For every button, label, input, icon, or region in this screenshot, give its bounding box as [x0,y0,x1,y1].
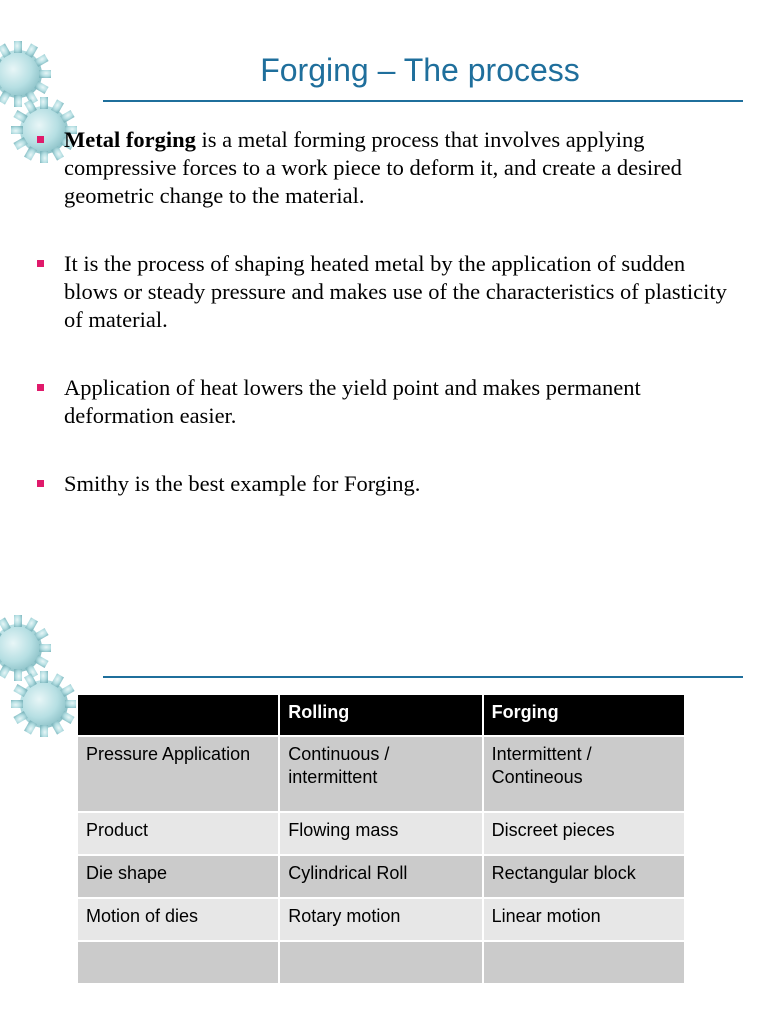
table-cell: Intermittent / Contineous [483,736,685,812]
table-cell: Continuous / intermittent [279,736,482,812]
table-header-row [77,694,685,736]
table-cell: Cylindrical Roll [279,855,482,898]
table-cell: Product [77,812,279,855]
section-divider [103,676,743,678]
table-row [77,812,685,855]
table-cell [77,941,279,984]
table-cell: Die shape [77,855,279,898]
bullet-item [36,250,736,334]
bullet-list [36,126,736,498]
table-row [77,736,685,812]
bullet-lead-text: Metal forging [64,127,196,152]
comparison-table [76,693,686,985]
bullet-square-icon [37,480,44,487]
bullet-text: Smithy is the best example for Forging. [64,471,421,496]
bullet-item [36,374,736,430]
bullet-square-icon [37,136,44,143]
bullet-item [36,470,736,498]
page-title: Forging – The process [260,52,580,88]
bullet-text: It is the process of shaping heated metal by the application of sudden blows or steady pressure and makes use of the characteristics of plasticity of material. [64,251,727,332]
table-header-cell: Rolling [279,694,482,736]
table-cell: Linear motion [483,898,685,941]
bullet-text: Application of heat lowers the yield point and makes permanent deformation easier. [64,375,641,428]
table-header-cell [77,694,279,736]
bullet-item [36,126,736,210]
table-row [77,855,685,898]
table-cell: Flowing mass [279,812,482,855]
table-cell: Rectangular block [483,855,685,898]
table-cell: Pressure Application [77,736,279,812]
bullet-text: is a metal forming process that involves applying compressive forces to a work piece to deform it, and create a desired geometric change to the material. [64,127,682,208]
table-cell [279,941,482,984]
title-divider [103,100,743,102]
table-cell: Discreet pieces [483,812,685,855]
table-row [77,941,685,984]
bullet-square-icon [37,260,44,267]
table-header-cell: Forging [483,694,685,736]
bullet-square-icon [37,384,44,391]
table-cell: Motion of dies [77,898,279,941]
table-cell [483,941,685,984]
table-row [77,898,685,941]
table-cell: Rotary motion [279,898,482,941]
